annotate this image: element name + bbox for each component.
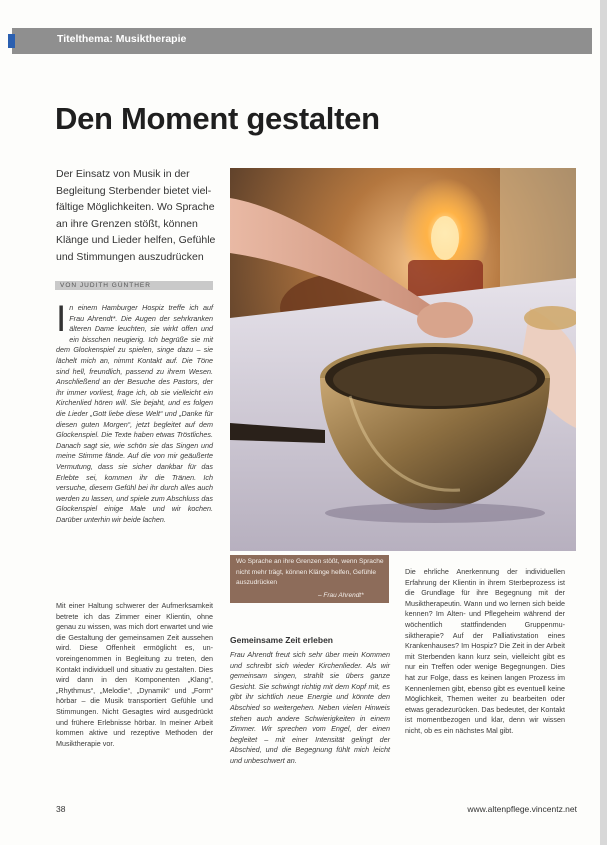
article-lead: Der Einsatz von Musik in der Begleitung Sterbender bietet vielfältige Möglichkeiten. Wo Sprache an ihre Grenzen stößt, können Klänge und Lieder helfen, Gefühle und Stimmungen auszudrücken: [56, 168, 216, 263]
body-text-column-3: Die ehrliche Anerkennung der individuellen Erfahrung der Klientin in ihrem Sterbeprozess ist die Grundlage für ihre Begegnung mit der Musiktherapeutin. Wann und wo lernen sich beide kennen? Im Alten- und Pflegeheim während der wöchentlich stattfindenden Gruppenmusiktherapie? Auf der Palliativstation eines Krankenhauses? Im Hospiz? Die Zeit in der Arbeit mit Sterbenden kann kurz sein, vielleicht gibt es nur ein Treffen oder wenige Begegnungen. Dies hat zur Folge, dass es keinen langen Prozess im Kennenlernen gibt, ebenso gibt es eventuell keine Möglichkeit, Themen weiter zu bearbeiten oder etwas geradezurücken. Das bedeutet, der Kontakt ist momentbezogen und klar, denn wir wissen nicht, ob es ein nächstes Mal gibt.: [405, 567, 565, 735]
body-text-column-1: [56, 298, 213, 525]
body-text: n einem Hamburger Hospiz treffe ich auf Frau Ahrendt*. Die Augen der sehrkranken älteren Dame leuchten, sie wirkt offen und ein bisschen neugierig. Ich begrüße sie mit dem Glockenspiel zu spielen, singe dazu – sie lächelt mich an, nimmt Kontakt auf. Die Töne sind hell, freundlich, passend zu ihrem Wesen. Anschließend an der Besuche des Pastors, der ihr immer vorliest, frage ich, ob sie vielleicht ein Kirchenlied hören will. Sie bejaht, und es folgen die Lieder „Gott liebe diese Welt“ und „Danke für diesen guten Morgen“, jetzt begleitet auf dem Glockenspiel. Die Texte haben etwas Tröstliches. Danach sagt sie, wie schön sie das Singen und meine Stimme fände. Auf die von mir geäußerte Vermutung, dass sie sicher dankbar für das Erlebte sei, kommen ihr die Tränen. Ich versuche, diesem Gefühl bei ihr durch alles auch werden zu lassen, und spiele zum Abschluss das Glockenspiel einige Male und wir kochen. Darüber unterhin wir beide lachen.: [56, 303, 213, 524]
drop-cap: I: [56, 298, 67, 339]
section-subheading: Gemeinsame Zeit erleben: [230, 635, 333, 645]
page-edge-shadow: [600, 0, 607, 845]
body-text-column-2: Frau Ahrendt freut sich sehr über mein Kommen und schreibt sich wieder Kirchenlieder. Als wir gemeinsam singen, strahlt sie übers ganze Gesicht. Sie schwingt richtig mit dem Kopf mit, es gibt ihr sichtlich neue Energie und könnte den Abschied so weitergehen. Neben vielen Hinweis stehen auch andere Schwierigkeiten in einem Zimmer. Wir sprechen vom Engel, der einen begleitet – mit einer Intensität gelingt der Abschied, und die Begegnung fühlt mich leicht und unbeschwert an.: [230, 650, 390, 765]
section-title: Titelthema: Musiktherapie: [57, 33, 187, 45]
singing-bowl-photo: [230, 168, 576, 551]
pull-quote-author: – Frau Ahrendt*: [318, 592, 364, 599]
byline: VON JUDITH GÜNTHER: [60, 282, 151, 289]
page-number: 38: [56, 804, 66, 814]
footer-url: www.altenpflege.vincentz.net: [467, 804, 577, 814]
section-marker: [8, 34, 15, 48]
body-text-column-1-continued: Mit einer Haltung schwerer der Aufmerksamkeit betrete ich das Zimmer einer Klientin, ohne genau zu wissen, was mich dort erwartet und wie die Gestaltung der gemeinsamen Zeit aussehen wird. Diese Offenheit ermöglicht es, unvoreingenommen in Begleitung zu treten, den Kontakt individuell und situativ zu gestalten. Dies wird dann in den Komponenten „Klang“, „Rhythmus“, „Melodie“, „Dynamik“ und „Form“ hörbar – die Musik transportiert Gefühle und Stimmungen. Nicht Gesagtes wird ausgedrückt und frühere Erlebnisse hörbar. In meiner Arbeit kommen aktive und rezeptive Methoden der Musiktherapie vor.: [56, 601, 213, 748]
article-title: Den Moment gestalten: [55, 101, 380, 136]
pull-quote-text: Wo Sprache an ihre Grenzen stößt, wenn Sprache nicht mehr trägt, können Klänge helfen, Gefühle auszudrücken: [236, 558, 384, 586]
